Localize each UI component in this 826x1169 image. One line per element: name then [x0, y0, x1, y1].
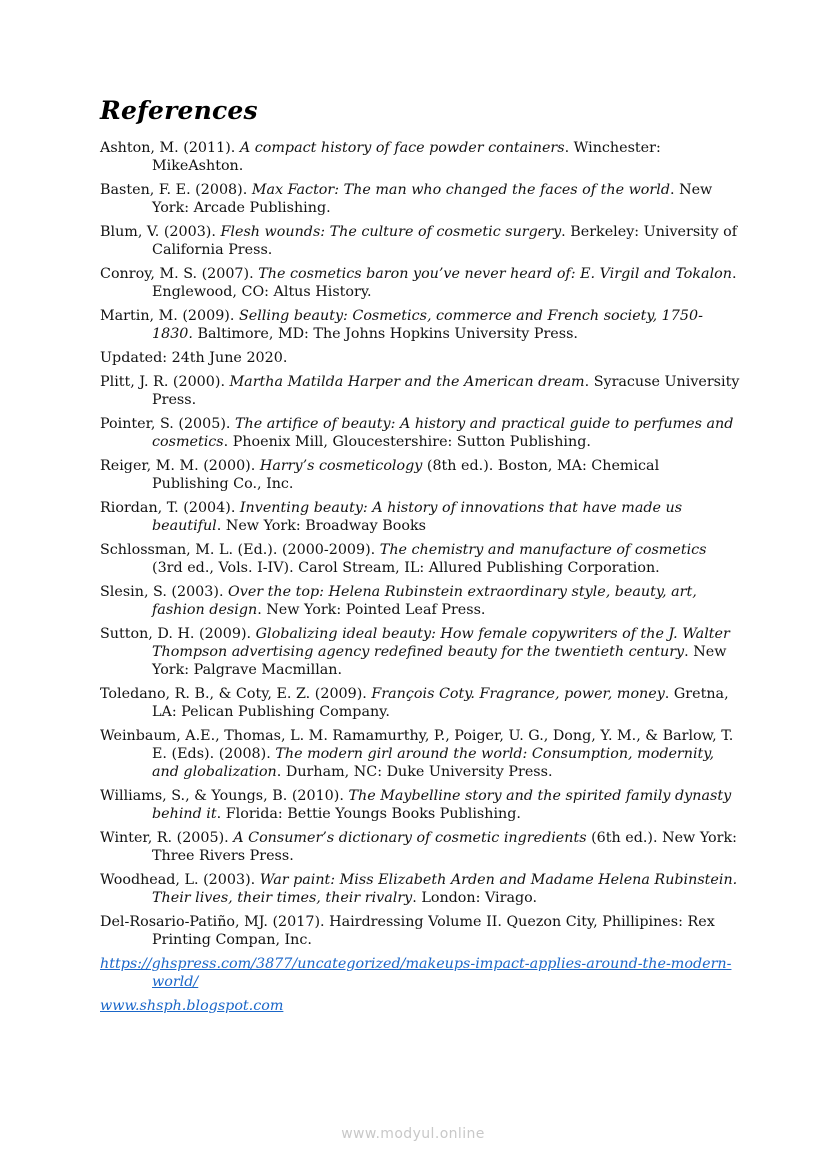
ref-authors: Pointer, S. (2005).: [100, 416, 235, 432]
reference-entry: [100, 181, 740, 217]
ref-authors: Sutton, D. H. (2009).: [100, 626, 256, 642]
ref-publisher: . Winchester: MikeAshton.: [152, 140, 661, 174]
ref-publisher: . London: Virago.: [412, 890, 538, 906]
ref-title: The Maybelline story and the spirited family dynasty behind it: [152, 788, 732, 822]
reference-entry: [100, 625, 740, 679]
ref-publisher: (6th ed.). New York: Three Rivers Press.: [152, 830, 737, 864]
ref-title: The cosmetics baron you’ve never heard of: E. Virgil and Tokalon: [258, 266, 732, 282]
ref-title: Over the top: Helena Rubinstein extraordinary style, beauty, art, fashion design: [152, 584, 697, 618]
ref-publisher: . New York: Palgrave Macmillan.: [152, 644, 727, 678]
reference-entry: [100, 685, 740, 721]
reference-entry: [100, 373, 740, 409]
reference-entry: [100, 913, 740, 949]
ref-publisher: (3rd ed., Vols. I-IV). Carol Stream, IL: Allured Publishing Corporation.: [152, 560, 660, 576]
ref-authors: Martin, M. (2009).: [100, 308, 239, 324]
ref-authors: Woodhead, L. (2003).: [100, 872, 260, 888]
ref-title: Harry’s cosmeticology: [259, 458, 423, 474]
reference-entry: [100, 871, 740, 907]
update-note: [100, 349, 740, 367]
ref-authors: Weinbaum, A.E., Thomas, L. M. Ramamurthy, P., Poiger, U. G., Dong, Y. M., & Barlow, T. E. (Eds). (2008).: [100, 728, 734, 762]
watermark-footer: www.modyul.online: [341, 1126, 485, 1142]
ref-title: Inventing beauty: A history of innovations that have made us beautiful: [152, 500, 683, 534]
ref-title: The artifice of beauty: A history and practical guide to perfumes and cosmetics: [152, 416, 734, 450]
ref-publisher: . Durham, NC: Duke University Press.: [276, 764, 553, 780]
ref-authors: Plitt, J. R. (2000).: [100, 374, 230, 390]
ref-publisher: . New York: Pointed Leaf Press.: [257, 602, 486, 618]
ref-title: François Coty. Fragrance, power, money: [371, 686, 665, 702]
ref-authors: Slesin, S. (2003).: [100, 584, 229, 600]
ref-authors: Blum, V. (2003).: [100, 224, 221, 240]
ref-publisher: . Berkeley: University of California Press.: [152, 224, 738, 258]
reference-entry: [100, 307, 740, 343]
ref-title: Globalizing ideal beauty: How female copywriters of the J. Walter Thompson advertising agency redefined beauty for the twentieth century: [152, 626, 730, 660]
reference-entry: [100, 415, 740, 451]
reference-entry: [100, 541, 740, 577]
ref-authors: Reiger, M. M. (2000).: [100, 458, 260, 474]
reference-entry: [100, 499, 740, 535]
references-page: [100, 96, 740, 1021]
ref-publisher: . Phoenix Mill, Gloucestershire: Sutton Publishing.: [223, 434, 591, 450]
reference-entry: [100, 139, 740, 175]
link-entry: [100, 955, 740, 991]
reference-entry: [100, 583, 740, 619]
ref-title: War paint: Miss Elizabeth Arden and Madame Helena Rubinstein. Their lives, their times, their rivalry: [152, 872, 738, 906]
reference-entry: [100, 223, 740, 259]
ref-authors: Winter, R. (2005).: [100, 830, 234, 846]
ref-authors: Toledano, R. B., & Coty, E. Z. (2009).: [100, 686, 372, 702]
reference-entry: [100, 787, 740, 823]
ref-authors: Ashton, M. (2011).: [100, 140, 240, 156]
ref-publisher: . New York: Broadway Books: [216, 518, 426, 534]
ref-title: The chemistry and manufacture of cosmetics: [379, 542, 707, 558]
page-title: References: [100, 96, 258, 125]
ref-authors: Williams, S., & Youngs, B. (2010).: [100, 788, 349, 804]
update-date: Updated: 24th June 2020.: [100, 350, 288, 366]
link-entry: [100, 997, 740, 1015]
reference-entry: [100, 457, 740, 493]
ref-publisher: . Florida: Bettie Youngs Books Publishing.: [216, 806, 521, 822]
shsph-blog-link[interactable]: www.shsph.blogspot.com: [100, 998, 284, 1014]
reference-entry: [100, 829, 740, 865]
ref-authors: Conroy, M. S. (2007).: [100, 266, 259, 282]
reference-list: [100, 139, 740, 1015]
ref-title: Martha Matilda Harper and the American dream: [229, 374, 585, 390]
ref-title: Flesh wounds: The culture of cosmetic surgery: [220, 224, 562, 240]
reference-entry: [100, 727, 740, 781]
ref-publisher: . Syracuse University Press.: [152, 374, 740, 408]
ref-title: A compact history of face powder containers: [239, 140, 565, 156]
ref-publisher: . Gretna, LA: Pelican Publishing Company.: [152, 686, 729, 720]
ref-publisher: (8th ed.). Boston, MA: Chemical Publishing Co., Inc.: [152, 458, 660, 492]
reference-entry: [100, 265, 740, 301]
ref-title: The modern girl around the world: Consumption, modernity, and globalization: [152, 746, 715, 780]
ref-authors: Basten, F. E. (2008).: [100, 182, 252, 198]
ref-title: Selling beauty: Cosmetics, commerce and French society, 1750-1830.: [152, 308, 703, 342]
ref-title: Max Factor: The man who changed the faces of the world: [251, 182, 670, 198]
ref-authors: Del-Rosario-Patiño, MJ. (2017). Hairdressing Volume II. Quezon City, Phillipines: Rex Printing Compan, Inc.: [100, 914, 715, 948]
ref-publisher: . Englewood, CO: Altus History.: [152, 266, 737, 300]
ref-publisher: Baltimore, MD: The Johns Hopkins University Press.: [192, 326, 578, 342]
ref-publisher: . New York: Arcade Publishing.: [152, 182, 713, 216]
ghspress-link[interactable]: https://ghspress.com/3877/uncategorized/makeups-impact-applies-around-the-modern-world/: [100, 956, 732, 990]
ref-authors: Riordan, T. (2004).: [100, 500, 240, 516]
ref-authors: Schlossman, M. L. (Ed.). (2000-2009).: [100, 542, 380, 558]
ref-title: A Consumer’s dictionary of cosmetic ingredients: [233, 830, 587, 846]
